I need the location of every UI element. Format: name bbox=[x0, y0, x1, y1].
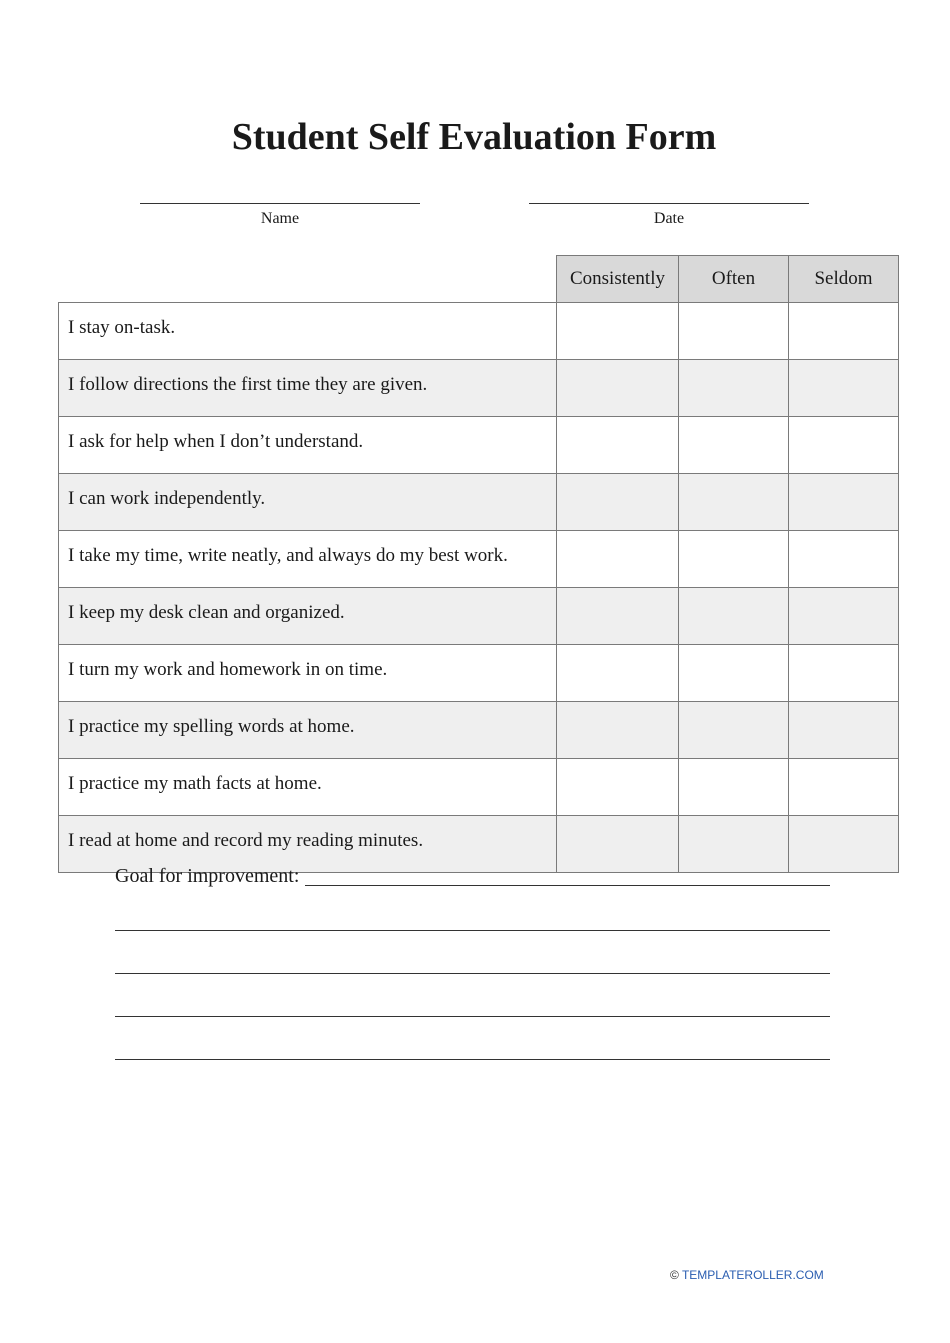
statement-cell: I practice my math facts at home. bbox=[59, 759, 557, 816]
table-row bbox=[59, 702, 899, 759]
consistently-checkbox-cell[interactable] bbox=[557, 303, 679, 360]
page-title: Student Self Evaluation Form bbox=[231, 116, 717, 158]
goal-input-line[interactable] bbox=[305, 885, 830, 886]
statement-cell: I practice my spelling words at home. bbox=[59, 702, 557, 759]
evaluation-table bbox=[58, 255, 899, 873]
date-label: Date bbox=[653, 210, 685, 227]
often-checkbox-cell[interactable] bbox=[679, 588, 789, 645]
consistently-checkbox-cell[interactable] bbox=[557, 417, 679, 474]
seldom-checkbox-cell[interactable] bbox=[789, 702, 899, 759]
footer-brand-link[interactable]: TEMPLATEROLLER.COM bbox=[681, 1268, 824, 1282]
column-header-seldom: Seldom bbox=[789, 256, 899, 303]
table-row bbox=[59, 474, 899, 531]
footer bbox=[670, 1268, 824, 1282]
name-field[interactable] bbox=[140, 203, 420, 228]
column-header-consistently: Consistently bbox=[557, 256, 679, 303]
seldom-checkbox-cell[interactable] bbox=[789, 759, 899, 816]
consistently-checkbox-cell[interactable] bbox=[557, 360, 679, 417]
table-row bbox=[59, 417, 899, 474]
often-checkbox-cell[interactable] bbox=[679, 759, 789, 816]
seldom-checkbox-cell[interactable] bbox=[789, 588, 899, 645]
goal-input-line[interactable] bbox=[115, 931, 830, 974]
consistently-checkbox-cell[interactable] bbox=[557, 645, 679, 702]
goal-section bbox=[115, 862, 830, 1060]
consistently-checkbox-cell[interactable] bbox=[557, 531, 679, 588]
consistently-checkbox-cell[interactable] bbox=[557, 474, 679, 531]
table-row bbox=[59, 360, 899, 417]
often-checkbox-cell[interactable] bbox=[679, 303, 789, 360]
table-row bbox=[59, 531, 899, 588]
statement-cell: I keep my desk clean and organized. bbox=[59, 588, 557, 645]
seldom-checkbox-cell[interactable] bbox=[789, 474, 899, 531]
header-blank-cell bbox=[59, 256, 557, 303]
goal-label: Goal for improvement: bbox=[115, 865, 300, 887]
often-checkbox-cell[interactable] bbox=[679, 645, 789, 702]
goal-input-line[interactable] bbox=[115, 888, 830, 931]
table-row bbox=[59, 759, 899, 816]
statement-cell: I stay on-task. bbox=[59, 303, 557, 360]
table-row bbox=[59, 645, 899, 702]
often-checkbox-cell[interactable] bbox=[679, 702, 789, 759]
statement-cell: I can work independently. bbox=[59, 474, 557, 531]
name-label: Name bbox=[260, 210, 300, 227]
column-header-often: Often bbox=[679, 256, 789, 303]
often-checkbox-cell[interactable] bbox=[679, 417, 789, 474]
often-checkbox-cell[interactable] bbox=[679, 474, 789, 531]
seldom-checkbox-cell[interactable] bbox=[789, 531, 899, 588]
consistently-checkbox-cell[interactable] bbox=[557, 588, 679, 645]
date-input-line[interactable] bbox=[529, 203, 809, 204]
statement-cell: I take my time, write neatly, and always do my best work. bbox=[59, 531, 557, 588]
seldom-checkbox-cell[interactable] bbox=[789, 645, 899, 702]
goal-input-line[interactable] bbox=[115, 1017, 830, 1060]
statement-cell: I ask for help when I don’t understand. bbox=[59, 417, 557, 474]
consistently-checkbox-cell[interactable] bbox=[557, 702, 679, 759]
statement-cell: I read at home and record my reading minutes. bbox=[59, 816, 557, 873]
goal-input-line[interactable] bbox=[115, 974, 830, 1017]
seldom-checkbox-cell[interactable] bbox=[789, 303, 899, 360]
table-header-row bbox=[59, 256, 899, 303]
date-field[interactable] bbox=[529, 203, 809, 228]
copyright-symbol: © bbox=[670, 1268, 679, 1282]
consistently-checkbox-cell[interactable] bbox=[557, 759, 679, 816]
often-checkbox-cell[interactable] bbox=[679, 531, 789, 588]
name-input-line[interactable] bbox=[140, 203, 420, 204]
table-row bbox=[59, 303, 899, 360]
statement-cell: I turn my work and homework in on time. bbox=[59, 645, 557, 702]
seldom-checkbox-cell[interactable] bbox=[789, 417, 899, 474]
often-checkbox-cell[interactable] bbox=[679, 360, 789, 417]
statement-cell: I follow directions the first time they are given. bbox=[59, 360, 557, 417]
seldom-checkbox-cell[interactable] bbox=[789, 360, 899, 417]
table-row bbox=[59, 588, 899, 645]
goal-first-line bbox=[115, 862, 830, 888]
